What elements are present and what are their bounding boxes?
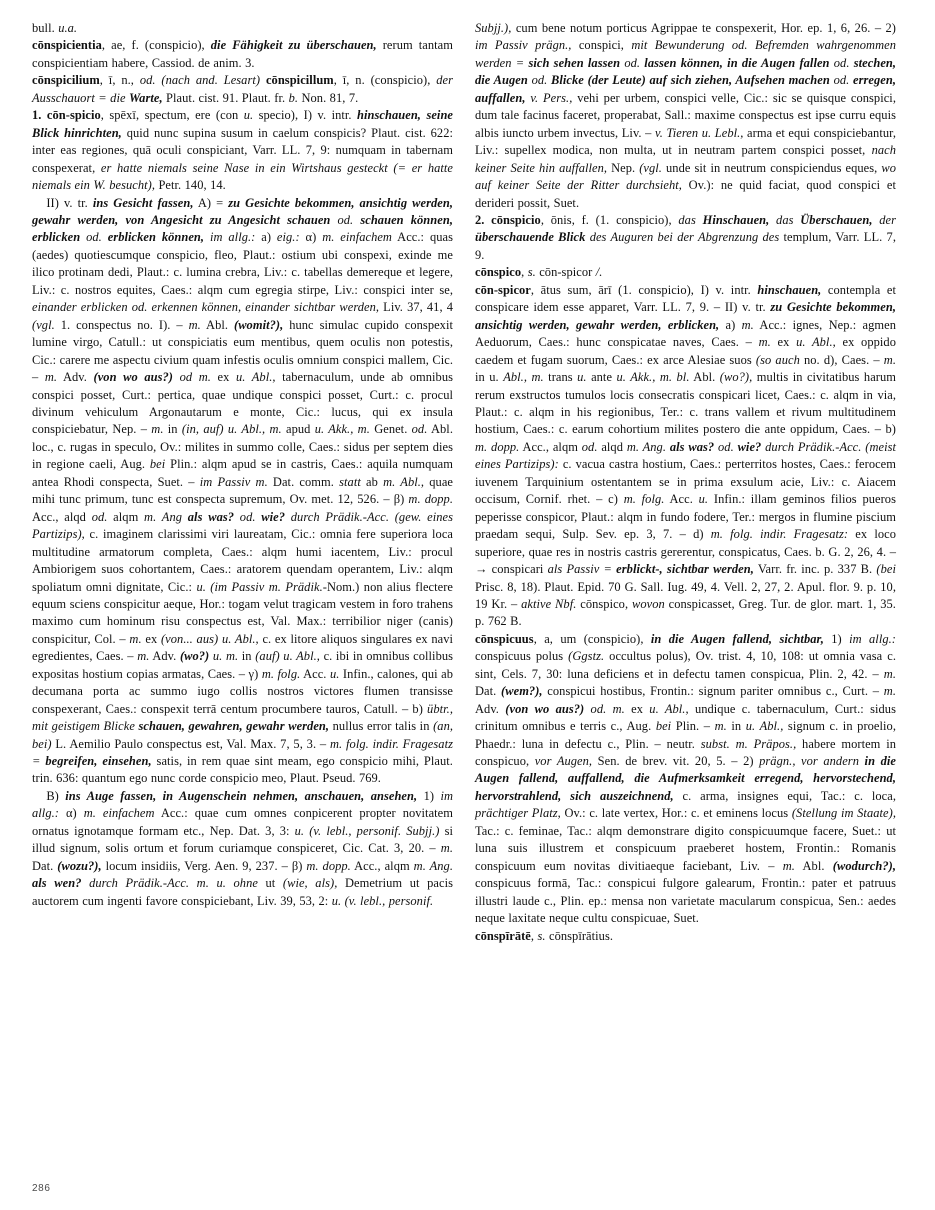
- dictionary-entry-con-spicor: cōn-spicor, ātus sum, ārī (1. conspicio), I) v. intr. hinschauen, contempla et conspicare idem esse apparet, Varr. LL. 7, 9. – II) v. tr. zu Gesichte bekommen, ansichtig werden, gewahr werden, erblicken, a) m. Acc.: ignes, Nep.: agmen Aeduorum, Caes.: hunc conspicatae naves, Caes. – m. ex u. Abl., ex oppido caedem et fugam suorum, Caes.: ex arce Alesiae suos (so auch no. d), Caes. – m. in u. Abl., m. trans u. ante u. Akk., m. bl. Abl. (wo?), multis in civitatibus harum rerum exstructos tumulos locis consecratis conspicari licet, Caes.: c. alqm in via, Plaut.: c. alqm in his regionibus, Ter.: c. trans vallem et rivum multitudinem hostium, Caes.: c. earum cohortium milites postero die ante oppidum, Caes. – b) m. dopp. Acc., alqm od. alqd m. Ang. als was? od. wie? durch Prädik.-Acc. (meist eines Partizips): c. vacua castra hostium, Caes.: perterritos hostes, Caes.: ferocem iuvenem Tarquinium ostentantem se in prima exsulum acie, Liv.: c. Aiacem occisum, Cornif. rhet. – c) m. folg. Acc. u. Infin.: illam geminos filios pueros peperisse conspicor, Plaut.: alqm in fundo fodere, Ter.: mergos in flumine piscium praedam sequi, Sulp. Sev. ep. 3, 7. – d) m. folg. indir. Fragesatz: ex loco superiore, quae res in nostris castris gererentur, conspicatus, Caes. b. G. 2, 26, 4. – → conspicari als Passiv = erblickt-, sichtbar werden, Varr. fr. inc. p. 337 B. (bei Prisc. 8, 18). Plaut. Epid. 70 G. Sall. Iug. 49, 4. Vell. 2, 27, 2. Apul. flor. 9. p. 10, 19 Kr. – aktive Nbf. cōnspico, wovon conspicasset, Greg. Tur. de glor. mart. 1, 35. p. 762 B.: [475, 282, 897, 629]
- left-column: [32, 20, 453, 1145]
- dictionary-entry-conspicuus: cōnspicuus, a, um (conspicio), in die Augen fallend, sichtbar, 1) im allg.: conspicuus polus (Ggstz. occultus polus), Ov. trist. 4, 10, 108: ut omnia vasa c. sint, Cels. 7, 30: luna deficiens et in defectu tamen conspicua, Plin. 2, 42. – m. Dat. (wem?), conspicui hostibus, Frontin.: signum pariter omnibus c., Curt. – m. Adv. (von wo aus?) od. m. ex u. Abl., undique c. tabernaculum, Curt.: sidus crinitum omnibus e terris c., Aug. bei Plin. – m. in u. Abl., signum c. in proelio, Phaedr.: luna in defectu c., Plin. – neutr. subst. m. Präpos., habere mortem in conspicuo, vor Augen, Sen. de brev. vit. 20, 5. – 2) prägn., vor andern in die Augen fallend, auffallend, die Aufmerksamkeit erregend, hervorstechend, hervorstrahlend, sich auszeichnend, c. arma, insignes equi, Tac.: c. loca, prächtiger Platz, Ov.: c. late vertex, Hor.: c. et eminens locus (Stellung im Staate), Tac.: c. feminae, Tac.: alqm demonstrare digito conspicuumque facere, Suet.: ut luna suis illustrem et conspicuum praeberet hostem, Frontin.: Romanis conspicuum eum novitas divitiaeque faciebant, Liv. – m. Abl. (wodurch?), conspicuus formā, Tac.: conspicui fulgore galearum, Frontin.: pater et patruus illustri laude c., Plin. ep.: mensa non varietate macularum conspicua, Sen.: aedes neque laxitate neque cultu conspicuae, Suet.: [475, 631, 897, 926]
- right-column-body: [475, 20, 896, 945]
- dictionary-entry-conspicilium: cōnspicilium, ī, n., od. (nach and. Lesart) cōnspicillum, ī, n. (conspicio), der Ausschauort = die Warte, Plaut. cist. 91. Plaut. fr. b. Non. 81, 7.: [32, 73, 454, 105]
- right-column: [475, 20, 896, 1145]
- two-column-layout: [32, 20, 897, 1145]
- left-column-body: [32, 20, 453, 910]
- sense-block-II: II) v. tr. ins Gesicht fassen, A) = zu Gesichte bekommen, ansichtig werden, gewahr werden, von Angesicht zu Angesicht schauen od. schauen können, erblicken od. erblicken können, im allg.: a) eig.: α) m. einfachem Acc.: quas (aedes) quotiescumque conspicio, fleo, Plaut.: ostium ubi conspexi, exinde me ilico protinam dedi, Plaut.: c. lumina crebra, Liv.: c. tabellas demereque et legere, Liv.: c. nostros equites, Caes.: alqm cum egregia stirpe, Liv.: conspici inter se, einander erblicken od. erkennen können, einander sichtbar werden, Liv. 37, 41, 4 (vgl. 1. conspectus no. I). – m. Abl. (womit?), hunc simulac cupido conspexit lumine virgo, Catull.: ut conspiciatis eum mentibus, quem oculis non potestis, Cic.: carere me aspectu civium quam infestis oculis omnium conspici mallem, Cic. – m. Adv. (von wo aus?) od m. ex u. Abl., tabernaculum, unde ab omnibus conspici posset, Curt.: pertica, quae undique conspici posset, Curt.: c. procul divinum vehiculum Argonautarum e monte, Cic.: lucus, qui ex insula conspiciebatur, Nep. – m. in (in, auf) u. Abl., m. apud u. Akk., m. Genet. od. Abl. loc., c. rugas in speculo, Ov.: milites in summo colle, Caes.: sidus per septem dies in regione caeli, Aug. bei Plin.: alqm apud se in castris, Caes.: aquila numquam antea Rhodi conspecta, Suet. – im Passiv m. Dat. comm. statt ab m. Abl., quae mihi tunc primum, tunc est conspecta supremum, Ov. met. 12, 526. – β) m. dopp. Acc., alqd od. alqm m. Ang als was? od. wie? durch Prädik.-Acc. (gew. eines Partizips), c. imaginem clarissimi viri laureatam, Cic.: omnia fere superiora loca multitudine armatorum completa, Caes.: alqm humi iacentem, Liv.: procul Ambiorigem suos cohortantem, Caes.: aratorem quendam operantem, Liv.: alqm spoliatum omni dignitate, Cic.: u. (im Passiv m. Prädik.-Nom.) non alius flectere equum sciens conspicitur aeque, Hor.: togam velut tragicam vestem in foro trahens maximo cum hominum risu conspectus est, Val. Max.: terribilior niger (canis) conspicitur, Col. – m. ex (von... aus) u. Abl., c. ex litore aliquos singulares ex navi egredientes, Caes. – m. Adv. (wo?) u. m. in (auf) u. Abl., c. ibi in omnibus collibus expositas hostium copias armatas, Caes. – γ) m. folg. Acc. u. Infin., calones, qui ab decumana porta ac summo iugo collis nostros victores flumen transisse conspexerant, Caes.: conspexit terrā centum procumbere tauros, Catull. – b) übtr., mit geistigem Blicke schauen, gewahren, gewahr werden, nullus error talis in (an, bei) L. Aemilio Paulo conspectus est, Val. Max. 7, 5, 3. – m. folg. indir. Fragesatz = begreifen, einsehen, satis, in rem quae sint meam, ego conspicio mihi, Plaut. trin. 636: quantum ego nunc corde conspicio meo, Plaut. Pseud. 769.: [32, 195, 454, 786]
- dictionary-entry-conspirate: cōnspīrātē, s. cōnspīrātius.: [475, 928, 614, 943]
- page-number: 286: [32, 1183, 51, 1194]
- dictionary-entry-con-spicio: 1. cōn-spicio, spēxī, spectum, ere (con u. specio), I) v. intr. hinschauen, seine Blick hinrichten, quid nunc supina susum in caelum conspicis? Plaut. cist. 622: inter eas regiones, quā oculi conspiciant, Varr. LL. 7, 9: numquam in tabernam conspexerat, er hatte niemals seine Nase in ein Wirtshaus gesteckt (= er hatte niemals ein W. besucht), Petr. 140, 14.: [32, 108, 454, 193]
- sense-block-B: B) ins Auge fassen, in Augenschein nehmen, anschauen, ansehen, 1) im allg.: α) m. einfachem Acc.: quae cum omnes conpicerent propter novitatem ornatus ignotamque formam etc., Nep. Dat. 3, 3: u. (v. lebl., personif. Subjj.) si illud signum, solis ortum et forum curiamque conspiceret, Cic. Cat. 3, 20. – m. Dat. (wozu?), locum insidiis, Verg. Aen. 9, 237. – β) m. dopp. Acc., alqm m. Ang. als wen? durch Prädik.-Acc. m. u. ohne ut (wie, als), Demetrium ut pacis auctorem cum ingenti favore conspiciebant, Liv. 39, 53, 2: u. (v. lebl., personif.: [32, 788, 454, 908]
- dictionary-entry-conspicientia: cōnspicientia, ae, f. (conspicio), die Fähigkeit zu überschauen, rerum tantam conspicientiam habere, Cassiod. de anim. 3.: [32, 38, 453, 70]
- dictionary-entry-conspico: cōnspico, s. cōn-spicor /.: [475, 265, 603, 280]
- continuation-paragraph: Subjj.), cum bene notum porticus Agrippae te conspexerit, Hor. ep. 1, 6, 26. – 2) im Passiv prägn., conspici, mit Bewunderung od. Befremden wahrgenommen werden = sich sehen lassen od. lassen können, in die Augen fallen od. stechen, die Augen od. Blicke (der Leute) auf sich ziehen, Aufsehen machen od. erregen, auffallen, v. Pers., vehi per urbem, conspici velle, Cic.: sic se quisque conspici, dum tale facinus faceret, properabat, Sall.: maxime conspectus est ipse curru equis albis iuncto urbem invectus, Liv. – v. Tieren u. Lebl., arma et equi conspiciebantur, Liv.: supellex modica, non multa, ut in neutram partem conspici posset, nach keiner Seite hin auffallen, Nep. (vgl. unde sit in neutrum conspiciendus eques, wo auf keiner Seite der Ritter durchsieht, Ov.): ne quid faciat, quod conspici et derideri possit, Suet.: [475, 21, 897, 210]
- continuation-paragraph: bull. u.a.: [32, 21, 78, 35]
- dictionary-entry-2-conspicio: 2. cōnspicio, ōnis, f. (1. conspicio), das Hinschauen, das Überschauen, der überschauende Blick des Auguren bei der Abgrenzung des templum, Varr. LL. 7, 9.: [475, 212, 897, 262]
